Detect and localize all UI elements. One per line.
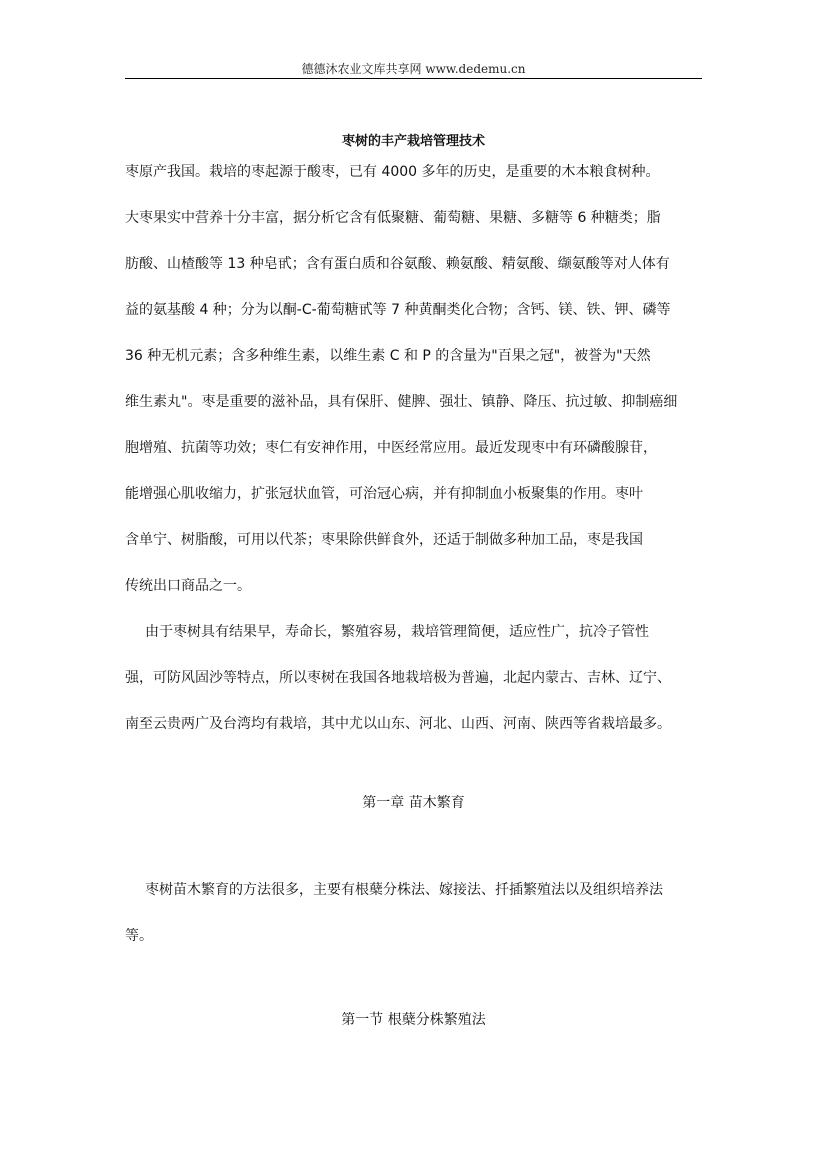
body-text-line: 含单宁、树脂酸，可用以代茶；枣果除供鲜食外，还适于制做多种加工品，枣是我国 bbox=[125, 532, 643, 548]
header-divider bbox=[125, 78, 702, 79]
body-text-line: 36 种无机元素；含多种维生素，以维生素 C 和 P 的含量为"百果之冠"，被誉为"天然 bbox=[125, 348, 651, 364]
chapter-heading: 第一章 苗木繁育 bbox=[362, 795, 465, 811]
body-text-line: 益的氨基酸 4 种；分为以酮-C-葡萄糖甙等 7 种黄酮类化合物；含钙、镁、铁、钾、磷等 bbox=[125, 302, 671, 318]
page-header: 德德沐农业文库共享网 www.dedemu.cn bbox=[301, 62, 526, 76]
body-text-line: 胞增殖、抗菌等功效；枣仁有安神作用，中医经常应用。最近发现枣中有环磷酸腺苷， bbox=[125, 440, 657, 456]
section-heading: 第一节 根蘖分株繁殖法 bbox=[341, 1012, 486, 1028]
body-text-line: 等。 bbox=[125, 928, 153, 944]
body-text-line: 传统出口商品之一。 bbox=[125, 578, 251, 594]
body-text-line: 强，可防风固沙等特点，所以枣树在我国各地栽培极为普遍，北起内蒙古、吉林、辽宁、 bbox=[125, 670, 671, 686]
body-text-line: 能增强心肌收缩力，扩张冠状血管，可治冠心病，并有抑制血小板聚集的作用。枣叶 bbox=[125, 486, 643, 502]
body-text-line: 大枣果实中营养十分丰富，据分析它含有低聚糖、葡萄糖、果糖、多糖等 6 种糖类；脂 bbox=[125, 210, 661, 226]
body-text-line: 维生素丸"。枣是重要的滋补品，具有保肝、健脾、强壮、镇静、降压、抗过敏、抑制癌细 bbox=[125, 394, 678, 410]
body-text-line: 南至云贵两广及台湾均有栽培，其中尤以山东、河北、山西、河南、陕西等省栽培最多。 bbox=[125, 716, 671, 732]
body-text-line: 肪酸、山楂酸等 13 种皂甙；含有蛋白质和谷氨酸、赖氨酸、精氨酸、缬氨酸等对人体有 bbox=[125, 256, 670, 272]
document-title: 枣树的丰产栽培管理技术 bbox=[341, 134, 485, 149]
body-text-line: 枣树苗木繁育的方法很多，主要有根蘖分株法、嫁接法、扦插繁殖法以及组织培养法 bbox=[145, 882, 663, 898]
body-text-line: 由于枣树具有结果早，寿命长，繁殖容易，栽培管理简便，适应性广，抗冷子管性 bbox=[145, 624, 649, 640]
body-text-line: 枣原产我国。栽培的枣起源于酸枣，已有 4000 多年的历史，是重要的木本粮食树种。 bbox=[125, 164, 660, 180]
